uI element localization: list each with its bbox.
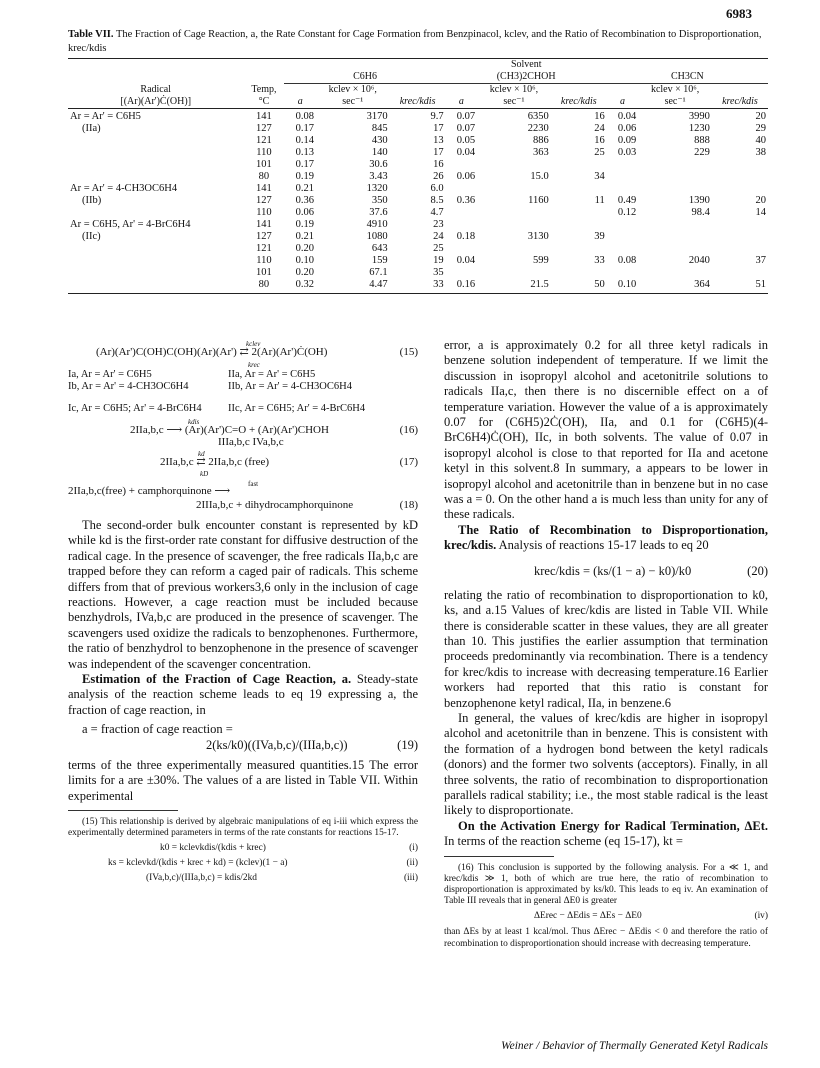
radical-cell: (IIc) xyxy=(82,231,101,242)
table-cell: 0.17 xyxy=(295,159,314,170)
table-cell xyxy=(607,183,639,195)
radical-cell xyxy=(68,135,243,147)
table-row xyxy=(68,195,768,207)
table-cell: 0.19 xyxy=(295,171,314,182)
table-cell: 3130 xyxy=(527,231,549,242)
table-cell xyxy=(638,267,712,279)
group-header-isopropanol: (CH3)2CHOH xyxy=(446,71,607,84)
table-cell: 0.08 xyxy=(295,111,314,122)
table-cell: 0.36 xyxy=(295,195,314,206)
right-paragraph-2: The Ratio of Recombination to Disproportionation, krec/kdis. Analysis of reactions 15-17 leads to eq 20 xyxy=(444,522,768,553)
table-cell: 0.10 xyxy=(295,255,314,266)
table-cell xyxy=(477,219,551,231)
table-vii xyxy=(68,58,768,294)
table-cell: 0.32 xyxy=(295,279,314,290)
col-a-3: a xyxy=(620,96,625,107)
right-paragraph-1: error, a is approximately 0.2 for all three ketyl radicals in benzene solution independent of temperature. If we limit the discussion in isopropyl alcohol and acetonitrile solutions to radicals IIa,c, then there is no discernible effect on a of temperature variation. However the value of a is approximately 0.07 for (C6H5)2Ċ(OH), IIa, and 0.1 for (C6H5)(4-BrC6H4)Ċ(OH), IIc, in both solvents. The value of 0.07 in isopropyl alcohol is close to that reported for IIa and acetone ketyl in this solvent.8 In summary, a appears to be lower in isopropyl alcohol and acetonitrile than in benzene but in no case was a = 0. On the other hand a is much less than unity for any of these radicals. xyxy=(444,338,768,522)
col-temp: Temp, °C xyxy=(251,84,277,107)
table-cell: 24 xyxy=(433,231,444,242)
left-paragraph-2: Estimation of the Fraction of Cage Reaction, a. Steady-state analysis of the reaction scheme leads to eq 19 expressing a, the fraction of cage reaction, in xyxy=(68,672,418,717)
table-caption-text: The Fraction of Cage Reaction, a, the Rate Constant for Cage Formation from Benzpinacol, kclev, and the Ratio of Recombination to Disproportionation, krec/kdis xyxy=(68,29,762,55)
table-cell: 888 xyxy=(694,135,710,146)
table-cell: 364 xyxy=(694,279,710,290)
table-row xyxy=(68,111,768,123)
table-cell: 0.36 xyxy=(456,195,476,206)
table-cell: 34 xyxy=(594,171,605,182)
table-cell: 2040 xyxy=(688,255,710,266)
table-cell: 0.21 xyxy=(295,231,314,242)
table-cell: 21.5 xyxy=(530,279,549,290)
equation-19-line1: a = fraction of cage reaction = xyxy=(82,722,233,737)
right-paragraph-3: relating the ratio of recombination to disproportionation to k0, ks, and a.15 Values of krec/kdis are listed in Table VII. While there is considerable scatter in these values, they are all greater than 10. This justifies the earlier assumption that termination proceeds predominantly via recombination. There is a tendency for krec/kdis to increase with decreasing temperature.16 Earlier workers had reported that this ratio is constant for benzophenone ketyl radical, IIa, in benzene.6 xyxy=(444,587,768,710)
col-a-1: a xyxy=(297,96,303,107)
table-row xyxy=(68,147,768,159)
footnote-15: (15) This relationship is derived by algebraic manipulations of eq i-iii which express the experimentally determined parameters in terms of the rate constants for reactions 15-17. xyxy=(68,816,418,839)
table-cell xyxy=(607,243,639,255)
table-cell xyxy=(551,183,607,195)
table-cell: 6350 xyxy=(527,111,549,122)
table-cell: 0.20 xyxy=(295,267,314,278)
left-paragraph-3: terms of the three experimentally measured quantities.15 The error limits for a are ±30%. The values of a are listed in Table VII. Within experimental xyxy=(68,757,418,803)
radical-cell xyxy=(68,159,243,171)
right-column xyxy=(444,338,768,950)
table-cell xyxy=(477,159,551,171)
table-cell: 430 xyxy=(371,135,388,146)
table-cell: 0.03 xyxy=(617,147,637,158)
table-cell: 0.04 xyxy=(456,147,476,158)
table-cell: 141 xyxy=(256,183,272,194)
table-cell: 0.08 xyxy=(617,255,637,266)
table-cell: 2230 xyxy=(527,123,549,134)
table-cell xyxy=(446,243,478,255)
table-cell xyxy=(638,231,712,243)
table-cell: 0.49 xyxy=(617,195,637,206)
table-cell: 0.13 xyxy=(295,147,314,158)
table-cell: 17 xyxy=(433,147,444,158)
table-cell: 101 xyxy=(256,267,272,278)
table-cell: 25 xyxy=(594,147,605,158)
table-cell: 15.0 xyxy=(530,171,549,182)
table-cell: 20 xyxy=(755,111,766,122)
table-cell xyxy=(638,183,712,195)
table-cell: 845 xyxy=(371,123,388,134)
table-cell xyxy=(446,207,478,219)
table-cell: 110 xyxy=(256,207,272,218)
table-cell: 886 xyxy=(533,135,549,146)
table-cell xyxy=(477,183,551,195)
table-cell: 4910 xyxy=(366,219,388,230)
table-cell: 0.07 xyxy=(456,123,476,134)
table-row xyxy=(68,255,768,267)
table-cell: 1230 xyxy=(688,123,710,134)
table-cell: 0.21 xyxy=(295,183,314,194)
table-cell: 98.4 xyxy=(691,207,710,218)
table-cell: 6.0 xyxy=(430,183,444,194)
table-cell: 33 xyxy=(594,255,605,266)
table-cell: 19 xyxy=(433,255,444,266)
radical-cell xyxy=(68,243,243,255)
table-cell: 363 xyxy=(533,147,549,158)
table-cell xyxy=(477,267,551,279)
table-cell: 0.18 xyxy=(456,231,476,242)
table-cell: 14 xyxy=(755,207,766,218)
table-cell: 23 xyxy=(433,219,444,230)
table-cell: 80 xyxy=(258,279,270,290)
table-cell: 29 xyxy=(755,123,766,134)
table-cell: 643 xyxy=(371,243,388,254)
table-cell: 20 xyxy=(755,195,766,206)
table-row xyxy=(68,207,768,219)
table-cell: 0.04 xyxy=(456,255,476,266)
table-bottom-rule xyxy=(68,293,768,294)
table-row xyxy=(68,171,768,183)
table-cell: 16 xyxy=(594,135,605,146)
table-cell xyxy=(607,267,639,279)
footnote-divider-right xyxy=(444,856,554,857)
table-cell xyxy=(712,159,768,171)
table-cell: 159 xyxy=(371,255,388,266)
table-cell: 229 xyxy=(694,147,710,158)
table-cell: 1160 xyxy=(528,195,549,206)
table-cell: 67.1 xyxy=(369,267,388,278)
table-cell xyxy=(638,243,712,255)
table-cell: 4.47 xyxy=(369,279,388,290)
table-cell: 0.19 xyxy=(295,219,314,230)
col-ratio-2: krec/kdis xyxy=(560,96,597,107)
equation-19-line2: 2(ks/k0)((IVa,b,c)/(IIIa,b,c)) (19) xyxy=(206,737,418,752)
table-cell: 140 xyxy=(371,147,388,158)
col-k-1: kclev × 10⁶, sec⁻¹ xyxy=(328,84,377,107)
table-cell xyxy=(712,171,768,183)
table-cell xyxy=(607,171,639,183)
table-row xyxy=(68,183,768,195)
table-cell xyxy=(446,183,478,195)
table-cell xyxy=(638,159,712,171)
equation-15: kclev (Ar)(Ar')C(OH)C(OH)(Ar)(Ar') ⇄ 2(Ar)(Ar')Ċ(OH) krec (15) xyxy=(96,340,418,369)
table-cell xyxy=(712,231,768,243)
table-row xyxy=(68,231,768,243)
col-radical: Radical [(Ar)(Ar')Ċ(OH)] xyxy=(120,84,192,107)
table-cell: 101 xyxy=(256,159,272,170)
col-k-3: kclev × 10⁶, sec⁻¹ xyxy=(650,84,700,107)
table-cell: 8.5 xyxy=(430,195,444,206)
table-cell: 0.04 xyxy=(617,111,637,122)
group-header-benzene: C6H6 xyxy=(284,71,445,84)
table-cell: 1390 xyxy=(688,195,710,206)
table-row xyxy=(68,123,768,135)
radical-cell xyxy=(68,279,243,291)
table-cell: 3990 xyxy=(688,111,710,122)
table-cell: 16 xyxy=(433,159,444,170)
table-cell: 17 xyxy=(433,123,444,134)
table-cell: 0.12 xyxy=(617,207,637,218)
table-cell: 121 xyxy=(256,135,272,146)
table-cell xyxy=(551,219,607,231)
table-cell xyxy=(551,267,607,279)
table-cell: 599 xyxy=(533,255,549,266)
radical-cell xyxy=(68,147,243,159)
right-paragraph-4: In general, the values of krec/kdis are higher in isopropyl alcohol and acetonitrile than in benzene. This is consistent with the formation of a hydrogen bond between the ketyl radicals (donors) and the former two solvents (acceptors). Finally, in all three solvents, the ratio of recombination to disproportionation parallels radical stability; i.e., the most stable radical is the least likely to disproportionate. xyxy=(444,710,768,818)
table-row xyxy=(68,279,768,291)
table-cell: 25 xyxy=(433,243,444,254)
table-cell: 0.07 xyxy=(456,111,476,122)
table-cell xyxy=(446,219,478,231)
radical-cell: Ar = Ar' = 4-CH3OC6H4 xyxy=(70,183,178,194)
table-cell xyxy=(446,267,478,279)
table-cell xyxy=(712,183,768,195)
table-cell xyxy=(638,171,712,183)
table-cell: 11 xyxy=(594,195,605,206)
radical-cell: Ar = C6H5, Ar' = 4-BrC6H4 xyxy=(70,219,191,230)
group-header-acetonitrile: CH3CN xyxy=(607,71,768,84)
table-cell: 0.06 xyxy=(456,171,476,182)
table-row xyxy=(68,267,768,279)
table-cell: 0.10 xyxy=(617,279,637,290)
radical-cell: (IIb) xyxy=(82,195,102,206)
right-heading-activation: On the Activation Energy for Radical Termination, ΔEt. xyxy=(458,818,768,833)
table-cell: 80 xyxy=(258,171,270,182)
table-cell: 35 xyxy=(433,267,444,278)
table-cell: 141 xyxy=(256,111,272,122)
page-number: 6983 xyxy=(726,6,752,21)
table-cell: 39 xyxy=(594,231,605,242)
table-cell: 16 xyxy=(594,111,605,122)
table-cell: 30.6 xyxy=(369,159,388,170)
table-cell: 350 xyxy=(371,195,388,206)
table-cell: 127 xyxy=(256,123,272,134)
table-cell: 0.16 xyxy=(456,279,476,290)
table-cell: 13 xyxy=(433,135,444,146)
col-a-2: a xyxy=(458,96,464,107)
left-paragraph-1: The second-order bulk encounter constant is represented by kD while kd is the first-order rate constant for diffusive destruction of the radical cage. In the presence of scavenger, the free radicals IIa,b,c are trapped before they can reform a caged pair of radicals. This scheme differs from that of previous workers3,6 only in the inclusion of cage reactions. However, a cage reaction must be included because benzhydrols, IVa,b,c are produced in the presence of scavenger. The scavengers used oxidize the radicals to benzophenones. Furthermore, the ratio of benzhydrol to benzophenone in the presence of scavenger was independent of the scavenger concentration. xyxy=(68,518,418,671)
right-heading-ratio: The Ratio of Recombination to Disproportionation, krec/kdis. xyxy=(444,522,768,553)
table-cell: 37 xyxy=(755,255,766,266)
table-cell xyxy=(712,219,768,231)
table-cell xyxy=(551,243,607,255)
table-cell: 121 xyxy=(256,243,272,254)
running-footer: Weiner / Behavior of Thermally Generated Ketyl Radicals xyxy=(501,1040,768,1052)
table-row xyxy=(68,159,768,171)
col-k-2: kclev × 10⁶, sec⁻¹ xyxy=(489,84,539,107)
table-cell xyxy=(712,243,768,255)
left-heading-cage-fraction: Estimation of the Fraction of Cage Reaction, a. xyxy=(82,672,352,687)
table-cell: 0.06 xyxy=(295,207,314,218)
table-cell: 127 xyxy=(256,195,272,206)
footnote-divider xyxy=(68,810,178,811)
radical-cell xyxy=(68,171,243,183)
table-caption xyxy=(68,28,768,56)
radical-cell xyxy=(68,255,243,267)
table-cell: 141 xyxy=(256,219,272,230)
table-cell xyxy=(607,219,639,231)
footnote-16-cont: than ΔEs by at least 1 kcal/mol. Thus ΔErec − ΔEdis < 0 and therefore the ratio of recombination to disproportionation should increase with decreasing temperature. xyxy=(444,927,768,949)
left-column xyxy=(68,338,418,887)
table-cell: 0.05 xyxy=(456,135,476,146)
radical-cell: (IIa) xyxy=(82,123,101,134)
table-cell: 37.6 xyxy=(369,207,388,218)
equation-20: krec/kdis = (ks/(1 − a) − k0)/k0 (20) xyxy=(534,563,768,578)
table-row xyxy=(68,135,768,147)
table-cell: 1320 xyxy=(366,183,388,194)
footnote-15-equations: k0 = kclevkdis/(kdis + krec) (i) ks = kclevkd/(kdis + krec + kd) = (kclev)(1 − a) (ii) (IVa,b,c)/(IIIa,b,c) = kdis/2kd (iii) xyxy=(108,843,418,884)
table-cell: 110 xyxy=(256,147,272,158)
table-cell: 24 xyxy=(594,123,605,134)
col-ratio-1: krec/kdis xyxy=(399,96,436,107)
equation-18: fast 2IIa,b,c(free) + camphorquinone ⟶ 2IIIa,b,c + dihydrocamphorquinone (18) xyxy=(68,480,418,511)
right-paragraph-5: On the Activation Energy for Radical Termination, ΔEt. In terms of the reaction scheme (eq 15-17), kt = xyxy=(444,818,768,849)
footnote-16: (16) This conclusion is supported by the following analysis. For a ≪ 1, and krec/kdis ≫ 1, both of which are true here, the ratio of recombination to disproportionation is approximated by ks/k0. This leads to eq iv. An examination of Table III reveals that in general ΔE0 is greater xyxy=(444,862,768,907)
radical-definitions: Ia, Ar = Ar' = C6H5 IIa, Ar = Ar' = C6H5 Ib, Ar = Ar' = 4-CH3OC6H4 IIb, Ar = Ar' = 4-CH3OC6H4 Ic, Ar = C6H5; Ar' = 4-BrC6H4 IIc, Ar = C6H5; Ar' = 4-BrC6H4 xyxy=(68,369,366,414)
table-cell: 110 xyxy=(256,255,272,266)
radical-cell: Ar = Ar' = C6H5 xyxy=(70,111,141,122)
table-cell xyxy=(446,159,478,171)
table-cell: 3.43 xyxy=(369,171,388,182)
radical-cell xyxy=(68,267,243,279)
table-row xyxy=(68,219,768,231)
table-label: Table VII. xyxy=(68,29,114,40)
table-cell: 0.06 xyxy=(617,123,637,134)
table-cell: 0.20 xyxy=(295,243,314,254)
table-cell: 51 xyxy=(755,279,766,290)
table-cell: 33 xyxy=(433,279,444,290)
table-cell xyxy=(638,219,712,231)
footnote-16-equation: ΔErec − ΔEdis = ΔEs − ΔE0 (iv) xyxy=(534,911,768,922)
table-body xyxy=(68,111,768,291)
table-cell: 127 xyxy=(256,231,272,242)
table-cell: 3170 xyxy=(366,111,388,122)
table-cell: 0.09 xyxy=(617,135,637,146)
solvent-header: Solvent xyxy=(510,59,542,70)
table-cell xyxy=(477,207,551,219)
equation-16: kdis 2IIa,b,c ⟶ (Ar)(Ar')C=O + (Ar)(Ar')CHOH (16) IIIa,b,c IVa,b,c xyxy=(130,418,418,448)
table-cell: 9.7 xyxy=(430,111,444,122)
table-cell: 1080 xyxy=(366,231,388,242)
table-cell: 40 xyxy=(755,135,766,146)
table-cell: 4.7 xyxy=(430,207,444,218)
table-row xyxy=(68,243,768,255)
table-cell: 50 xyxy=(594,279,605,290)
table-cell: 0.14 xyxy=(295,135,314,146)
radical-cell xyxy=(68,207,243,219)
table-cell: 0.17 xyxy=(295,123,314,134)
table-cell xyxy=(712,267,768,279)
table-cell: 38 xyxy=(755,147,766,158)
table-cell xyxy=(477,243,551,255)
table-cell xyxy=(607,231,639,243)
table-cell xyxy=(551,207,607,219)
table-cell: 26 xyxy=(433,171,444,182)
col-ratio-3: krec/kdis xyxy=(722,96,758,107)
table-cell xyxy=(551,159,607,171)
equation-17: kd 2IIa,b,c ⇄ 2IIa,b,c (free) kD (17) xyxy=(160,450,418,478)
table-cell xyxy=(607,159,639,171)
